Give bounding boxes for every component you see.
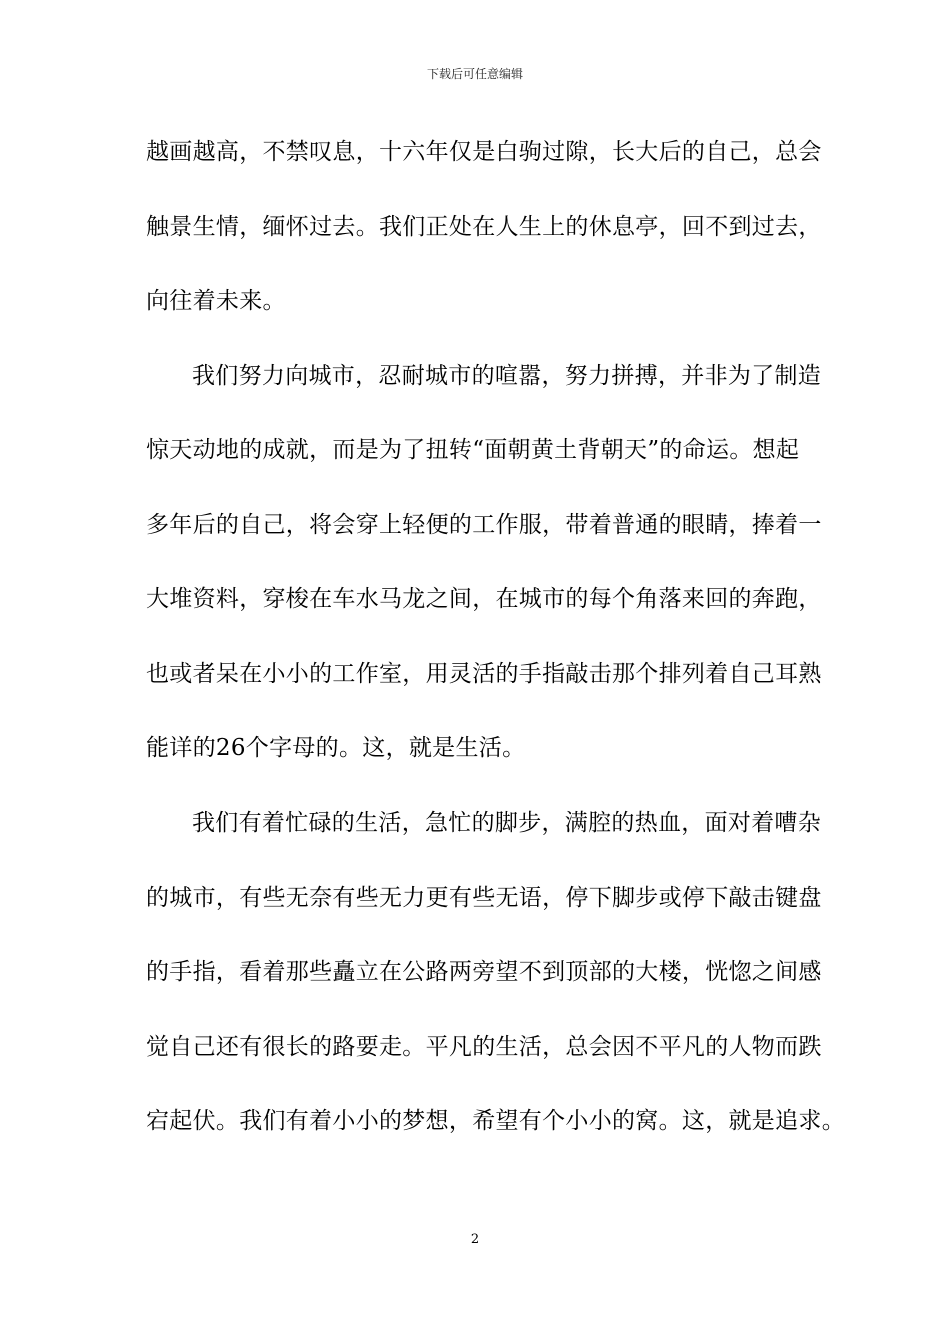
- text-line: 多年后的自己，将会穿上轻便的工作服，带着普通的眼睛，捧着一: [146, 512, 822, 538]
- text-line: 我们有着忙碌的生活，急忙的脚步，满腔的热血，面对着嘈杂: [192, 810, 822, 836]
- text-line: 惊天动地的成就，而是为了扭转“面朝黄土背朝天”的命运。想起: [146, 437, 800, 463]
- text-line: 越画越高，不禁叹息，十六年仅是白驹过隙，长大后的自己，总会: [146, 139, 822, 165]
- text-line: 觉自己还有很长的路要走。平凡的生活，总会因不平凡的人物而跌: [146, 1034, 822, 1060]
- text-line: 大堆资料，穿梭在车水马龙之间，在城市的每个角落来回的奔跑，: [146, 586, 822, 612]
- text-line: 宕起伏。我们有着小小的梦想，希望有个小小的窝。这，就是追求。: [146, 1108, 845, 1134]
- text-line: 的手指，看着那些矗立在公路两旁望不到顶部的大楼，恍惚之间感: [146, 959, 822, 985]
- page-number: 2: [470, 1232, 480, 1247]
- text-line: 向往着未来。: [146, 288, 286, 314]
- text-line: 触景生情，缅怀过去。我们正处在人生上的休息亭，回不到过去，: [146, 214, 822, 240]
- text-line: 也或者呆在小小的工作室，用灵活的手指敲击那个排列着自己耳熟: [146, 661, 822, 687]
- text-line: 我们努力向城市，忍耐城市的喧嚣，努力拼搏，并非为了制造: [192, 363, 822, 389]
- page-header: 下载后可任意编辑: [426, 67, 523, 81]
- text-line: 的城市，有些无奈有些无力更有些无语，停下脚步或停下敲击键盘: [146, 885, 822, 911]
- text-line: 能详的26个字母的。这，就是生活。: [146, 735, 526, 761]
